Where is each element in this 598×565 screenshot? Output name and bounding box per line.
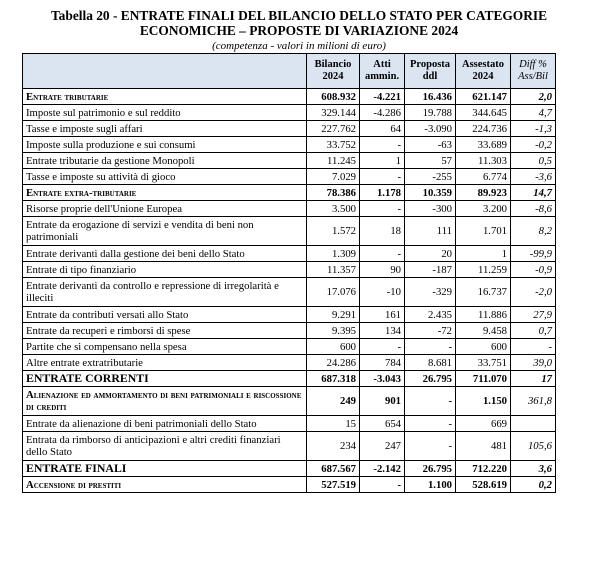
cell-assestato-value: 11.259 [478,263,507,276]
table-row [23,323,556,339]
cell-diff [511,323,556,339]
cell-bilancio [307,355,360,371]
cell-bilancio [307,185,360,201]
cell-bilancio [307,307,360,323]
cell-bilancio [307,137,360,153]
table-row [23,339,556,355]
table-row [23,169,556,185]
cell-proposta [405,262,456,278]
row-label-text: Entrate extra-tributarie [26,186,137,199]
row-label-text: Partite che si compensano nella spesa [26,340,187,353]
cell-bilancio [307,461,360,477]
cell-assestato [456,323,511,339]
cell-diff [511,355,556,371]
cell-assestato-value: 1.701 [482,225,507,237]
cell-assestato-value: 1.150 [482,395,507,407]
table-title-line1: Tabella 20 - ENTRATE FINALI DEL BILANCIO DELLO STATO PER CATEGORIE [50,8,548,23]
cell-assestato [456,278,511,307]
row-label-text: Imposte sulla produzione e sui consumi [26,138,196,151]
cell-proposta-value: -72 [437,324,452,337]
cell-bilancio [307,323,360,339]
row-label-text: Entrata da rimborso di anticipazioni e altri crediti finanziari dello Stato [26,434,281,458]
cell-proposta-value: 26.795 [422,462,452,475]
cell-assestato-value: 528.619 [472,478,507,491]
row-label [23,121,307,137]
row-label-text: Entrate da recuperi e rimborsi di spese [26,324,191,337]
cell-bilancio [307,121,360,137]
cell-assestato-value: 11.303 [478,154,507,167]
cell-proposta-value: 2.435 [427,308,452,321]
cell-assestato [456,307,511,323]
cell-diff-value: 0,5 [538,154,552,167]
cell-diff [511,217,556,246]
cell-assestato [456,201,511,217]
table-row [23,387,556,416]
cell-assestato [456,355,511,371]
cell-assestato-value: 481 [490,440,507,452]
cell-assestato [456,416,511,432]
cell-bilancio [307,262,360,278]
cell-atti-value: -3.043 [373,372,401,385]
cell-bilancio-value: 687.318 [321,372,356,385]
row-label-text: Tasse e imposte su attività di gioco [26,170,176,183]
cell-proposta [405,246,456,262]
table-row [23,355,556,371]
cell-bilancio-value: 1.309 [331,247,356,260]
cell-atti-value: 18 [390,225,401,237]
cell-diff [511,137,556,153]
row-label-text: Entrate di tipo finanziario [26,263,137,276]
cell-atti-value: 1 [395,154,401,167]
cell-atti-value: 64 [390,122,401,135]
cell-proposta [405,105,456,121]
row-label-text: Entrate derivanti dalla gestione dei beni dello Stato [26,247,245,260]
row-label [23,153,307,169]
cell-bilancio-value: 9.291 [331,308,356,321]
cell-diff-value: - [548,340,552,353]
cell-assestato [456,137,511,153]
cell-assestato [456,387,511,416]
cell-assestato [456,262,511,278]
cell-bilancio-value: 33.752 [326,138,356,151]
cell-assestato [456,121,511,137]
row-label [23,185,307,201]
row-label [23,355,307,371]
row-label [23,416,307,432]
cell-bilancio-value: 1.572 [331,225,356,237]
cell-proposta [405,461,456,477]
cell-proposta-value: - [448,440,452,452]
cell-atti-value: 134 [384,324,401,337]
cell-proposta-value: -3.090 [424,122,452,135]
row-label-text: Entrate da erogazione di servizi e vendita di beni non patrimoniali [26,219,254,243]
row-label-text: Entrate da contributi versati allo Stato [26,308,189,321]
cell-bilancio [307,416,360,432]
cell-proposta-value: 8.681 [427,356,452,369]
row-label [23,217,307,246]
table-body [23,89,556,493]
table-row [23,153,556,169]
cell-assestato-value: 9.458 [482,324,507,337]
table-row [23,185,556,201]
cell-diff [511,246,556,262]
table-row [23,477,556,493]
cell-bilancio [307,89,360,105]
cell-atti-value: -2.142 [373,462,401,475]
table-row [23,416,556,432]
header-atti: Atti ammin. [360,54,405,89]
cell-proposta-value: -300 [432,202,452,215]
cell-bilancio [307,246,360,262]
table-row [23,461,556,477]
table-row [23,262,556,278]
cell-proposta-value: - [448,417,452,430]
cell-atti [360,217,405,246]
cell-atti-value: -4.286 [373,106,401,119]
cell-proposta [405,121,456,137]
cell-bilancio [307,477,360,493]
cell-diff [511,185,556,201]
row-label-text: Altre entrate extratributarie [26,356,143,369]
cell-diff [511,477,556,493]
cell-diff [511,371,556,387]
cell-proposta [405,185,456,201]
cell-assestato-value: 600 [490,340,507,353]
row-label-text: Entrate da alienazione di beni patrimoniali dello Stato [26,417,257,430]
table-row [23,137,556,153]
table-subtitle: (competenza - valori in milioni di euro) [212,40,386,52]
cell-proposta [405,201,456,217]
cell-atti [360,89,405,105]
cell-bilancio-value: 7.029 [331,170,356,183]
cell-diff-value: 17 [541,372,552,385]
cell-assestato-value: 1 [501,247,507,260]
row-label-text: Accensione di prestiti [26,478,122,491]
cell-diff [511,262,556,278]
cell-bilancio [307,278,360,307]
cell-proposta [405,371,456,387]
table-row [23,246,556,262]
cell-bilancio-value: 11.245 [327,154,356,167]
cell-proposta-value: 19.788 [422,106,452,119]
cell-assestato-value: 16.737 [477,286,507,298]
cell-proposta-value: - [448,395,452,407]
header-proposta: Proposta ddl [405,54,456,89]
cell-atti [360,387,405,416]
cell-bilancio-value: 227.762 [321,122,356,135]
cell-atti [360,105,405,121]
revenue-table [22,53,556,493]
cell-assestato-value: 89.923 [477,186,507,199]
cell-assestato-value: 711.070 [472,372,507,385]
cell-proposta [405,432,456,461]
cell-atti [360,169,405,185]
cell-atti [360,432,405,461]
row-label [23,169,307,185]
cell-diff-value: -0,9 [535,263,552,276]
cell-assestato-value: 669 [490,417,507,430]
cell-assestato-value: 33.689 [477,138,507,151]
cell-atti-value: 90 [390,263,401,276]
cell-atti-value: - [397,170,401,183]
cell-diff [511,153,556,169]
table-row [23,201,556,217]
row-label [23,432,307,461]
cell-diff-value: -8,6 [535,202,552,215]
cell-diff [511,105,556,121]
row-label [23,278,307,307]
cell-diff [511,432,556,461]
cell-proposta-value: 57 [441,154,452,167]
row-label-text: ENTRATE FINALI [26,461,127,475]
row-label-text: Risorse proprie dell'Unione Europea [26,202,182,215]
row-label [23,262,307,278]
cell-bilancio-value: 15 [345,417,356,430]
cell-atti [360,121,405,137]
cell-proposta [405,355,456,371]
cell-diff [511,461,556,477]
cell-bilancio-value: 234 [339,440,356,452]
cell-atti [360,262,405,278]
cell-atti-value: - [397,247,401,260]
row-label-text: Entrate derivanti da controllo e repressione di irregolarità e illeciti [26,280,279,304]
cell-proposta [405,137,456,153]
cell-atti [360,477,405,493]
cell-diff-value: 14,7 [533,186,552,199]
header-diff: Diff % Ass/Bil [511,54,556,89]
row-label [23,201,307,217]
cell-bilancio [307,371,360,387]
row-label [23,246,307,262]
cell-atti [360,185,405,201]
cell-diff [511,89,556,105]
cell-diff-value: -0,2 [535,138,552,151]
row-label [23,323,307,339]
cell-assestato [456,339,511,355]
cell-atti-value: 247 [384,440,401,452]
cell-atti [360,201,405,217]
cell-diff-value: 0,2 [538,478,552,491]
row-label [23,387,307,416]
cell-proposta [405,89,456,105]
cell-proposta-value: 111 [436,225,452,237]
cell-bilancio [307,169,360,185]
cell-diff [511,339,556,355]
header-row [23,54,556,89]
cell-bilancio [307,105,360,121]
cell-proposta-value: 26.795 [422,372,452,385]
cell-diff-value: 3,6 [538,462,552,475]
cell-assestato-value: 33.751 [477,356,507,369]
cell-assestato-value: 3.200 [482,202,507,215]
cell-bilancio-value: 17.076 [326,286,356,298]
cell-atti [360,339,405,355]
cell-bilancio-value: 600 [339,340,356,353]
cell-assestato [456,246,511,262]
cell-bilancio-value: 249 [339,395,356,407]
cell-proposta-value: 10.359 [422,186,452,199]
cell-atti [360,416,405,432]
table-row [23,371,556,387]
cell-atti-value: 654 [384,417,401,430]
cell-atti [360,246,405,262]
row-label [23,89,307,105]
cell-diff-value: -3,6 [535,170,552,183]
header-assestato: Assestato 2024 [456,54,511,89]
cell-atti-value: - [397,478,401,491]
cell-bilancio [307,339,360,355]
row-label-text: Entrate tributarie da gestione Monopoli [26,154,195,167]
cell-diff-value: 8,2 [538,225,552,237]
row-label [23,461,307,477]
cell-proposta [405,153,456,169]
cell-atti [360,355,405,371]
cell-assestato-value: 712.220 [472,462,507,475]
cell-assestato [456,153,511,169]
row-label-text: Tasse e imposte sugli affari [26,122,143,135]
row-label-text: Entrate tributarie [26,90,109,103]
cell-assestato [456,477,511,493]
row-label-text: Alienazione ed ammortamento di beni patrimoniali e riscossione di crediti [26,389,302,413]
row-label [23,307,307,323]
cell-diff-value: 2,0 [538,90,552,103]
cell-bilancio [307,201,360,217]
cell-atti [360,371,405,387]
cell-assestato [456,169,511,185]
cell-atti [360,461,405,477]
cell-atti-value: -4.221 [373,90,401,103]
cell-bilancio-value: 608.932 [321,90,356,103]
cell-diff-value: 361,8 [527,395,552,407]
row-label-text: Imposte sul patrimonio e sul reddito [26,106,181,119]
cell-bilancio-value: 9.395 [331,324,356,337]
cell-atti-value: 901 [384,395,401,407]
cell-atti-value: 784 [384,356,401,369]
table-title [0,8,598,38]
table-title-line2: ECONOMICHE – PROPOSTE DI VARIAZIONE 2024 [139,23,459,38]
cell-bilancio-value: 11.357 [327,263,356,276]
cell-diff-value: 39,0 [533,356,552,369]
row-label [23,105,307,121]
cell-bilancio-value: 527.519 [321,478,356,491]
cell-atti [360,307,405,323]
cell-assestato-value: 11.886 [478,308,507,321]
cell-assestato [456,432,511,461]
cell-assestato [456,185,511,201]
cell-assestato [456,217,511,246]
cell-bilancio [307,217,360,246]
row-label [23,339,307,355]
cell-diff [511,307,556,323]
table-row [23,432,556,461]
cell-atti-value: 161 [384,308,401,321]
cell-assestato [456,89,511,105]
cell-diff-value: -2,0 [535,286,552,298]
cell-bilancio-value: 329.144 [321,106,356,119]
cell-assestato [456,461,511,477]
cell-bilancio [307,387,360,416]
cell-atti-value: - [397,138,401,151]
cell-proposta [405,217,456,246]
cell-diff-value: -1,3 [535,122,552,135]
table-row [23,105,556,121]
cell-proposta [405,387,456,416]
cell-atti-value: - [397,340,401,353]
cell-atti [360,153,405,169]
cell-bilancio-value: 24.286 [326,356,356,369]
cell-proposta-value: -63 [437,138,452,151]
row-label [23,137,307,153]
cell-atti-value: - [397,202,401,215]
cell-assestato-value: 344.645 [472,106,507,119]
cell-diff-value: 27,9 [533,308,552,321]
cell-bilancio-value: 687.567 [321,462,356,475]
table-row [23,121,556,137]
cell-bilancio-value: 3.500 [331,202,356,215]
cell-diff [511,278,556,307]
cell-proposta-value: -329 [432,286,452,298]
cell-proposta [405,339,456,355]
cell-proposta-value: -187 [432,263,452,276]
cell-bilancio-value: 78.386 [326,186,356,199]
table-row [23,89,556,105]
cell-assestato-value: 6.774 [482,170,507,183]
cell-proposta [405,278,456,307]
cell-proposta-value: 20 [441,247,452,260]
cell-diff-value: 4,7 [538,106,552,119]
cell-atti-value: -10 [386,286,401,298]
cell-atti [360,323,405,339]
cell-assestato [456,105,511,121]
cell-diff-value: -99,9 [529,247,552,260]
cell-bilancio [307,153,360,169]
cell-proposta [405,323,456,339]
cell-diff [511,121,556,137]
cell-assestato [456,371,511,387]
cell-assestato-value: 621.147 [472,90,507,103]
cell-assestato-value: 224.736 [472,122,507,135]
cell-proposta-value: 16.436 [422,90,452,103]
cell-proposta [405,169,456,185]
table-row [23,217,556,246]
cell-proposta-value: - [448,340,452,353]
table-row [23,278,556,307]
cell-bilancio [307,432,360,461]
header-bilancio: Bilancio 2024 [307,54,360,89]
cell-diff-value: 105,6 [527,440,552,452]
cell-atti [360,137,405,153]
cell-proposta [405,416,456,432]
table-row [23,307,556,323]
cell-proposta-value: -255 [432,170,452,183]
cell-diff [511,169,556,185]
cell-diff [511,201,556,217]
cell-proposta [405,307,456,323]
cell-atti [360,278,405,307]
row-label [23,477,307,493]
cell-diff [511,387,556,416]
cell-diff-value: 0,7 [538,324,552,337]
cell-proposta [405,477,456,493]
row-label [23,371,307,387]
cell-atti-value: 1.178 [376,186,401,199]
cell-proposta-value: 1.100 [427,478,452,491]
header-description [23,54,307,89]
cell-diff [511,416,556,432]
row-label-text: ENTRATE CORRENTI [26,371,149,385]
